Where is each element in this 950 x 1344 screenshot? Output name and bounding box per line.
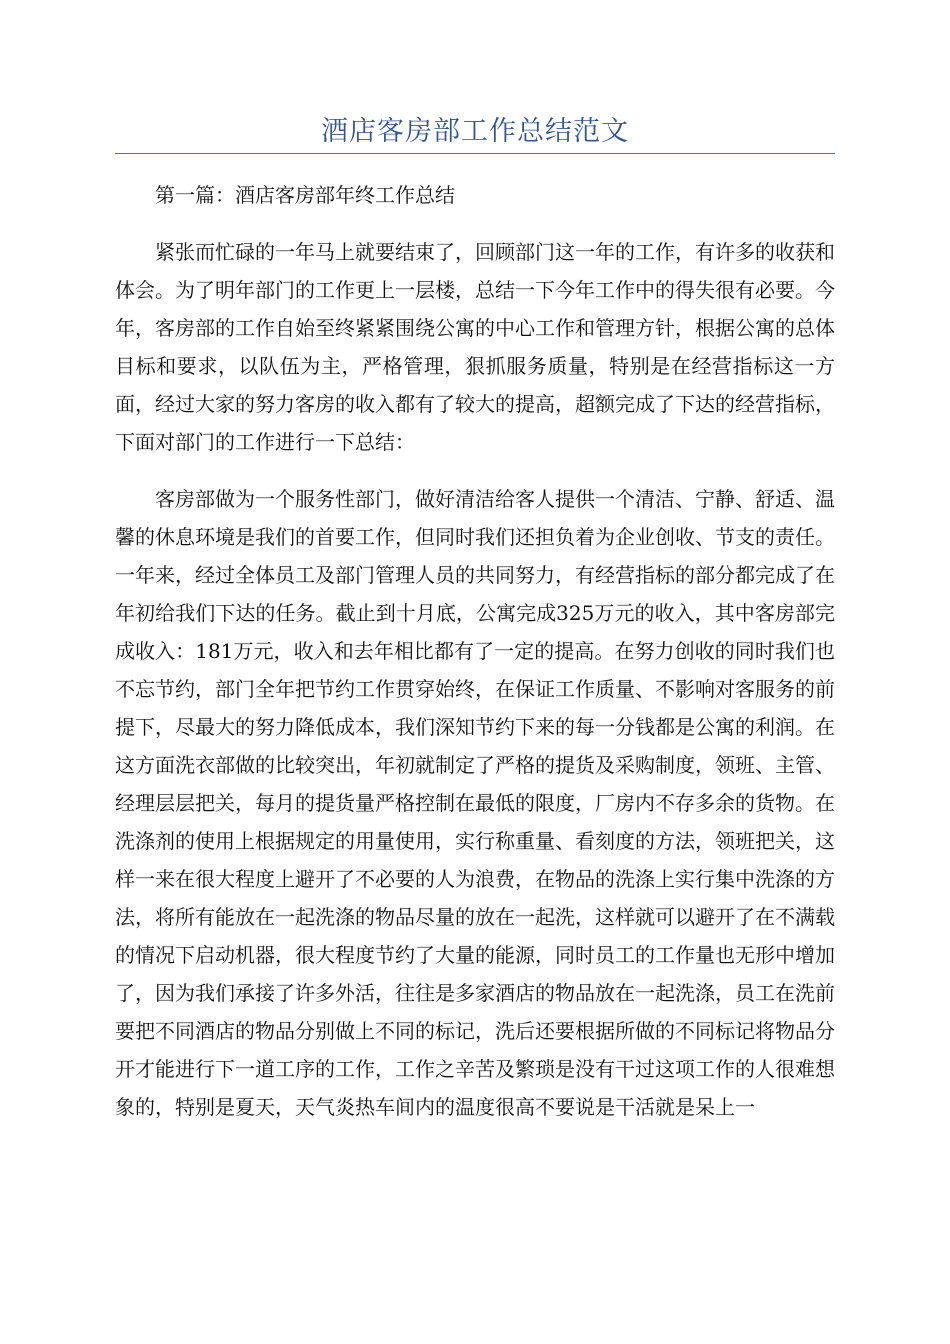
document-title: 酒店客房部工作总结范文	[321, 116, 629, 147]
section-heading: 第一篇：酒店客房部年终工作总结	[155, 183, 455, 207]
body-paragraph-2: 客房部做为一个服务性部门，做好清洁给客人提供一个清洁、宁静、舒适、温馨的休息环境是我们的首要工作，但同时我们还担负着为企业创收、节支的责任。一年来，经过全体员工及部门管理人员的共同努力，有经营指标的部分都完成了在年初给我们下达的任务。截止到十月底，公寓完成325万元的收入，其中客房部完成收入：181万元，收入和去年相比都有了一定的提高。在努力创收的同时我们也不忘节约，部门全年把节约工作贯穿始终，在保证工作质量、不影响对客服务的前提下，尽最大的努力降低成本，我们深知节约下来的每一分钱都是公寓的利润。在这方面洗衣部做的比较突出，年初就制定了严格的提货及采购制度，领班、主管、经理层层把关，每月的提货量严格控制在最低的限度，厂房内不存多余的货物。在洗涤剂的使用上根据规定的用量使用，实行称重量、看刻度的方法，领班把关，这样一来在很大程度上避开了不必要的人为浪费，在物品的洗涤上实行集中洗涤的方法，将所有能放在一起洗涤的物品尽量的放在一起洗，这样就可以避开了在不满载的情况下启动机器，很大程度节约了大量的能源，同时员工的工作量也无形中增加了，因为我们承接了许多外活，往往是多家酒店的物品放在一起洗涤，员工在洗前要把不同酒店的物品分别做上不同的标记，洗后还要根据所做的不同标记将物品分开才能进行下一道工序的工作，工作之辛苦及繁琐是没有干过这项工作的人很难想象的，特别是夏天，天气炎热车间内的温度很高不要说是干活就是呆上一	[115, 487, 835, 1119]
title-underline	[115, 153, 835, 154]
body-paragraph-1: 紧张而忙碌的一年马上就要结束了，回顾部门这一年的工作，有许多的收获和体会。为了明年部门的工作更上一层楼，总结一下今年工作中的得失很有必要。今年，客房部的工作自始至终紧紧围绕公寓的中心工作和管理方针，根据公寓的总体目标和要求，以队伍为主，严格管理，狠抓服务质量，特别是在经营指标这一方面，经过大家的努力客房的收入都有了较大的提高，超额完成了下达的经营指标，下面对部门的工作进行一下总结：	[115, 240, 835, 454]
document-body	[115, 176, 835, 1126]
